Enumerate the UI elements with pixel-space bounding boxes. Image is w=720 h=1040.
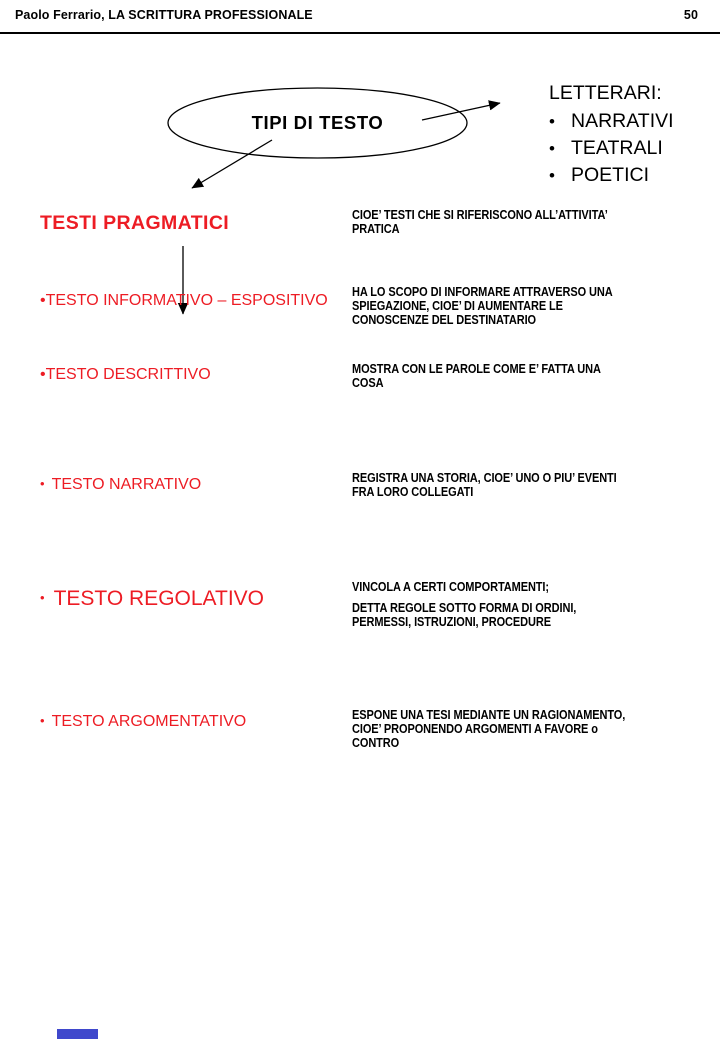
desc-line: DETTA REGOLE SOTTO FORMA DI ORDINI, bbox=[352, 600, 577, 615]
desc-line: FRA LORO COLLEGATI bbox=[352, 484, 474, 499]
list-item bbox=[549, 108, 674, 135]
header-title: Paolo Ferrario, LA SCRITTURA PROFESSIONALE bbox=[15, 8, 313, 22]
row-desc-narrativo bbox=[352, 472, 617, 500]
desc-line: CIOE’ TESTI CHE SI RIFERISCONO ALL’ATTIVITA’ bbox=[352, 208, 608, 222]
row-label-text: TESTO REGOLATIVO bbox=[53, 587, 264, 610]
bullet-icon: • bbox=[40, 713, 45, 728]
desc-line: CONOSCENZE DEL DESTINATARIO bbox=[352, 312, 537, 327]
page-number: 50 bbox=[683, 8, 698, 22]
bullet-icon: • bbox=[40, 476, 45, 491]
row-label-testo-argomentativo bbox=[40, 713, 246, 731]
row-label-text: TESTO DESCRITTIVO bbox=[45, 366, 211, 383]
row-desc-pragmatici bbox=[352, 209, 608, 237]
list-item bbox=[549, 162, 674, 189]
letterari-block bbox=[549, 80, 674, 189]
row-desc-argomentativo bbox=[352, 709, 625, 750]
diagram-title: TIPI DI TESTO bbox=[251, 112, 384, 133]
row-label-testo-regolativo bbox=[40, 587, 264, 611]
desc-paragraph bbox=[352, 602, 576, 630]
row-label-testo-narrativo bbox=[40, 476, 201, 494]
list-item-label: NARRATIVI bbox=[571, 110, 674, 132]
diagram-shapes bbox=[0, 0, 720, 400]
desc-line: REGISTRA UNA STORIA, CIOE’ UNO O PIU’ EVENTI bbox=[352, 471, 617, 485]
desc-line: MOSTRA CON LE PAROLE COME E’ FATTA UNA bbox=[352, 362, 601, 376]
bullet-icon: • bbox=[40, 590, 45, 605]
desc-line: PERMESSI, ISTRUZIONI, PROCEDURE bbox=[352, 614, 551, 629]
footer-marker bbox=[57, 1029, 98, 1039]
desc-line: SPIEGAZIONE, CIOE’ DI AUMENTARE LE bbox=[352, 298, 563, 313]
row-label-testi-pragmatici: TESTI PRAGMATICI bbox=[40, 212, 230, 234]
desc-line: VINCOLA A CERTI COMPORTAMENTI; bbox=[352, 580, 549, 594]
desc-line: HA LO SCOPO DI INFORMARE ATTRAVERSO UNA bbox=[352, 285, 613, 299]
row-desc-regolativo bbox=[352, 581, 576, 629]
list-item-label: POETICI bbox=[571, 164, 650, 186]
bullet-icon: • bbox=[549, 112, 555, 131]
bullet-icon: • bbox=[549, 139, 555, 158]
row-label-text: TESTO NARRATIVO bbox=[51, 476, 202, 493]
list-item-label: TEATRALI bbox=[571, 137, 663, 159]
row-label-text: TESTO INFORMATIVO – ESPOSITIVO bbox=[45, 292, 328, 309]
desc-line: COSA bbox=[352, 375, 384, 390]
bullet-icon: • bbox=[549, 166, 555, 185]
list-item bbox=[549, 135, 674, 162]
row-label-text: TESTO ARGOMENTATIVO bbox=[51, 713, 247, 730]
desc-line: CIOE’ PROPONENDO ARGOMENTI A FAVORE o bbox=[352, 721, 598, 736]
bullet-icon: • bbox=[40, 292, 46, 309]
row-desc-descrittivo bbox=[352, 363, 601, 391]
desc-line: PRATICA bbox=[352, 221, 400, 236]
row-desc-informativo bbox=[352, 286, 613, 327]
row-label-testo-descrittivo bbox=[40, 366, 211, 384]
row-label-testo-informativo bbox=[40, 292, 328, 310]
bullet-icon: • bbox=[40, 366, 46, 383]
letterari-heading: LETTERARI: bbox=[549, 82, 662, 104]
desc-line: ESPONE UNA TESI MEDIANTE UN RAGIONAMENTO, bbox=[352, 708, 626, 722]
desc-line: CONTRO bbox=[352, 735, 400, 750]
